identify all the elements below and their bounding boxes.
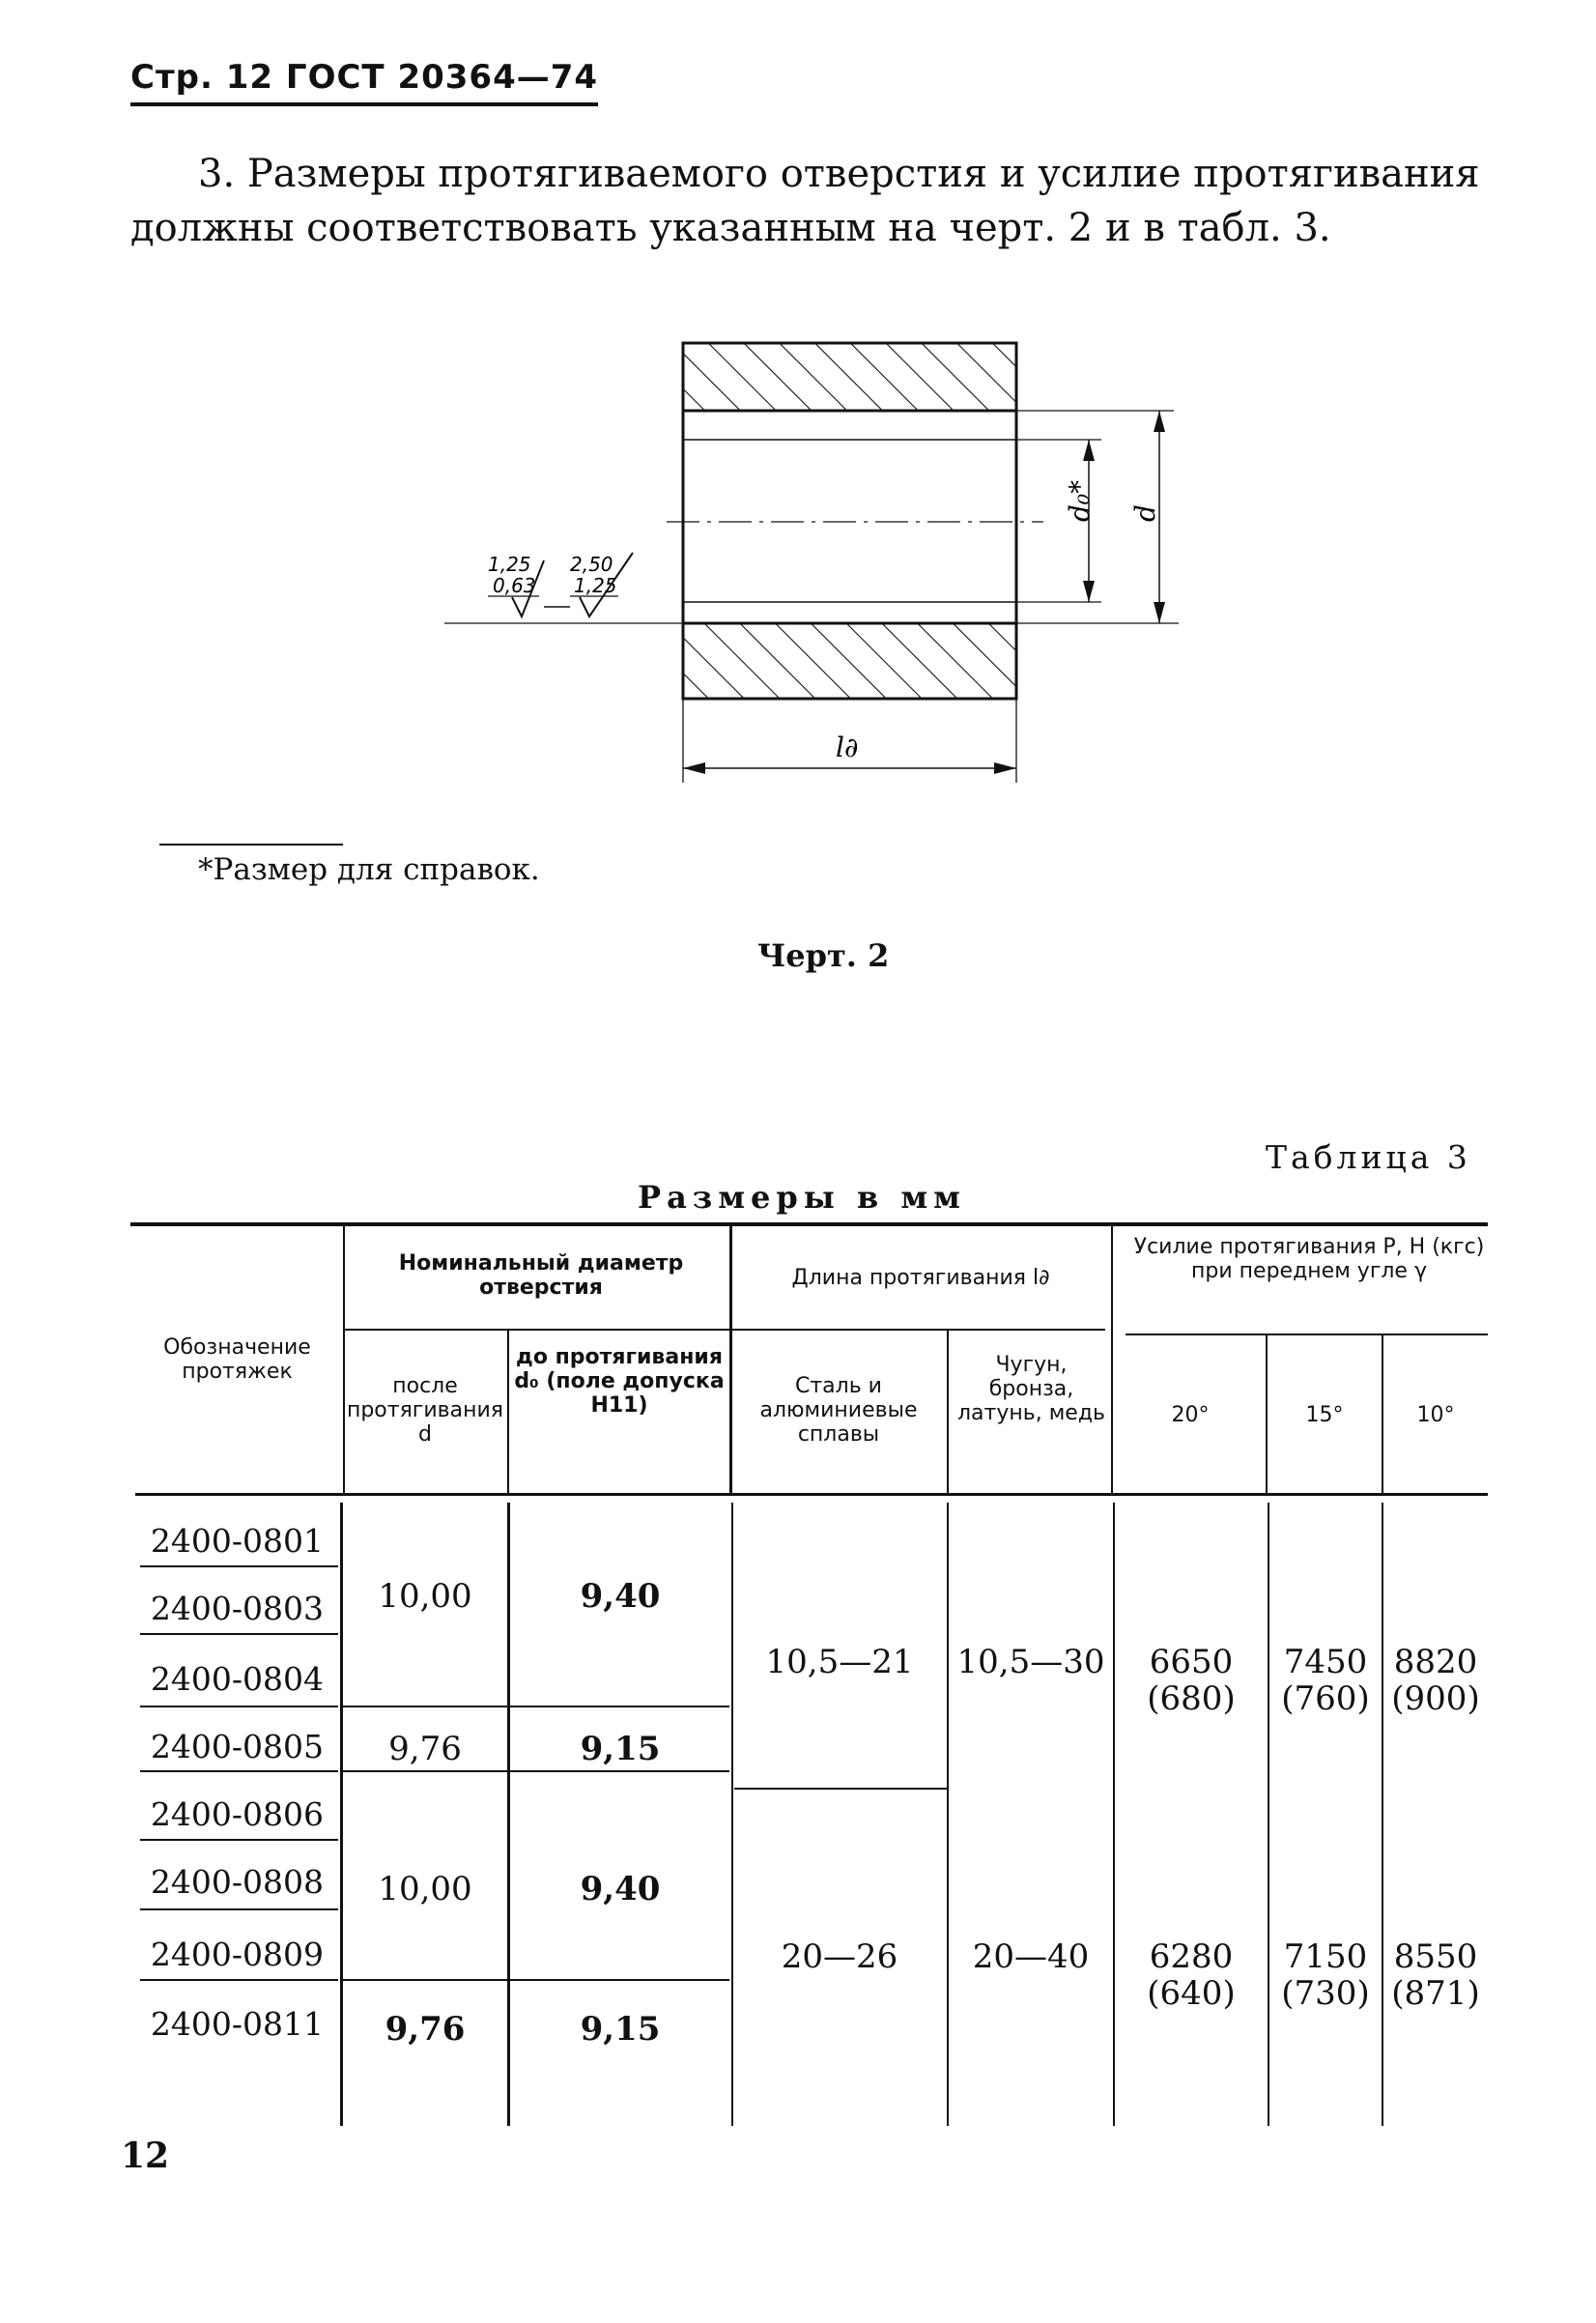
- force-10: 8820: [1393, 1643, 1478, 1681]
- col-iron: Чугун, бронза, латунь, медь: [956, 1353, 1106, 1425]
- bottom-wall-section: [683, 623, 1016, 699]
- roughness-left-bottom: 0,63: [493, 574, 536, 597]
- length-iron: 20—40: [972, 1937, 1090, 1976]
- before-value: 9,15: [580, 1730, 661, 1768]
- group-force: Усилие протягивания P, Н (кгс) при переднем угле γ: [1133, 1235, 1485, 1283]
- page-number: 12: [121, 2136, 170, 2176]
- force-20: 6280: [1149, 1937, 1234, 1976]
- force-15-kgf: (760): [1281, 1679, 1370, 1718]
- bushing-drawing: [444, 329, 1198, 792]
- table-row-code: 2400-0808: [150, 1863, 324, 1901]
- force-20-kgf: (640): [1147, 1974, 1236, 2013]
- force-15: 7150: [1283, 1937, 1368, 1976]
- length-iron: 10,5—30: [956, 1643, 1105, 1681]
- table-row-code: 2400-0801: [150, 1522, 324, 1560]
- group-diameter: Номинальный диаметр отверстия: [398, 1251, 684, 1300]
- table-row-code: 2400-0805: [150, 1728, 324, 1765]
- table-row-code: 2400-0809: [150, 1936, 324, 1973]
- before-value: 9,40: [580, 1577, 661, 1616]
- top-wall-section: [683, 343, 1016, 411]
- before-value: 9,15: [580, 2010, 661, 2049]
- force-10-kgf: (871): [1391, 1974, 1480, 2013]
- table-row-code: 2400-0811: [150, 2005, 324, 2043]
- force-10-kgf: (900): [1391, 1679, 1480, 1718]
- angle-15: 15°: [1305, 1403, 1344, 1427]
- col-steel: Сталь и алюминиевые сплавы: [759, 1374, 918, 1447]
- table-row-code: 2400-0803: [150, 1590, 324, 1627]
- d-label: d: [1129, 504, 1161, 522]
- length-label: l∂: [836, 731, 859, 763]
- group-length: Длина протягивания l∂: [791, 1266, 1050, 1290]
- table-top-rule: [130, 1222, 1488, 1226]
- force-20-kgf: (680): [1147, 1679, 1236, 1718]
- before-value: 9,40: [580, 1870, 661, 1908]
- roughness-right-bottom: 1,25: [574, 574, 617, 597]
- col-after: после протягивания d: [346, 1374, 504, 1447]
- roughness-right-top: 2,50: [570, 553, 613, 576]
- col-designation: Обозначение протяжек: [163, 1335, 311, 1384]
- d0-label: d₀*: [1064, 479, 1096, 522]
- angle-10: 10°: [1416, 1403, 1455, 1427]
- after-value: 10,00: [378, 1870, 472, 1908]
- angle-20: 20°: [1171, 1403, 1210, 1427]
- col-before: до протягивания d₀ (поле допуска H11): [514, 1345, 725, 1418]
- table-row-code: 2400-0804: [150, 1660, 324, 1698]
- force-15: 7450: [1283, 1643, 1368, 1681]
- after-value: 9,76: [388, 1730, 462, 1768]
- force-20: 6650: [1149, 1643, 1234, 1681]
- table-label: Таблица 3: [1266, 1138, 1471, 1176]
- footnote: *Размер для справок.: [198, 852, 540, 887]
- after-value: 9,76: [385, 2010, 466, 2049]
- force-10: 8550: [1393, 1937, 1478, 1976]
- table-row-code: 2400-0806: [150, 1795, 324, 1833]
- length-steel: 20—26: [781, 1937, 898, 1976]
- roughness-left-top: 1,25: [488, 553, 531, 576]
- footnote-rule: [159, 844, 343, 846]
- length-steel: 10,5—21: [765, 1643, 914, 1681]
- force-15-kgf: (730): [1281, 1974, 1370, 2013]
- table-header-rule: [135, 1493, 1488, 1496]
- page-header: Стр. 12 ГОСТ 20364—74: [130, 58, 598, 106]
- paragraph-line-2: должны соответствовать указанным на черт. 2 и в табл. 3.: [130, 206, 1331, 250]
- paragraph-3: [130, 147, 1483, 255]
- paragraph-line-1: 3. Размеры протягиваемого отверстия и усилие протягивания: [198, 152, 1480, 196]
- after-value: 10,00: [378, 1577, 472, 1616]
- table-units: Размеры в мм: [638, 1179, 966, 1216]
- figure-caption: Черт. 2: [757, 937, 890, 974]
